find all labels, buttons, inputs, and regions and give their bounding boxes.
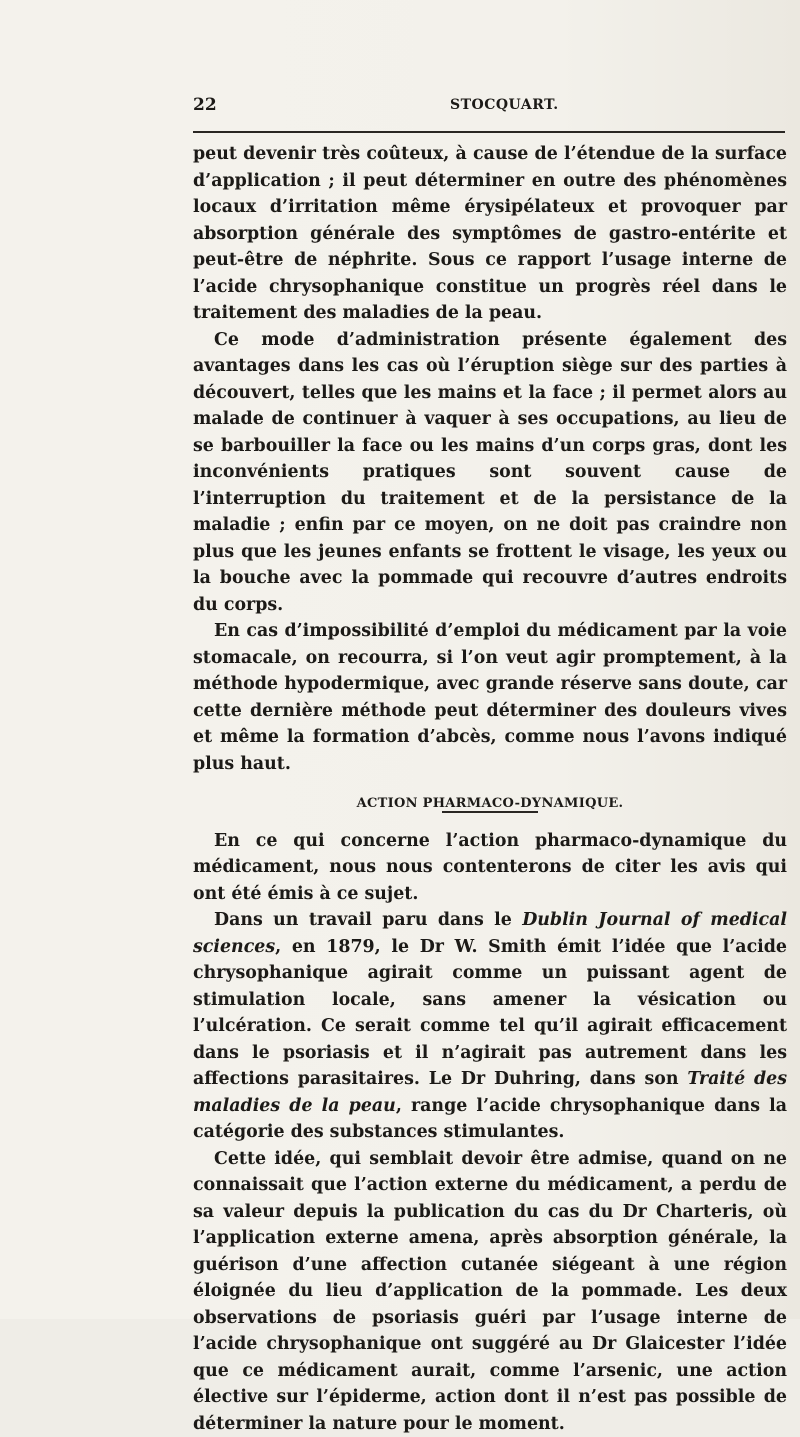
body-text bbox=[193, 141, 787, 1437]
paragraph-6: Cette idée, qui semblait devoir être admise, quand on ne connaissait que l’action externe du médicament, a perdu de sa valeur depuis la publication du cas du Dr Charteris, où l’application externe amena, après absorption générale, la guérison d’une affection cutanée siégeant à une région éloignée du lieu d’application de la pommade. Les deux observations de psoriasis guéri par l’usage interne de l’acide chrysophanique ont suggéré au Dr Glaicester l’idée que ce médicament aurait, comme l’arsenic, une action élective sur l’épiderme, action dont il n’est pas possible de déterminer la nature pour le moment. bbox=[193, 1146, 787, 1437]
paragraph-2: Ce mode d’administration présente également des avantages dans les cas où l’éruption siège sur des parties à découvert, telles que les mains et la face ; il permet alors au malade de continuer à vaquer à ses occupations, au lieu de se barbouiller la face ou les mains d’un corps gras, dont les inconvénients pratiques sont souvent cause de l’interruption du traitement et de la persistance de la maladie ; enfin par ce moyen, on ne doit pas craindre non plus que les jeunes enfants se frottent le visage, les yeux ou la bouche avec la pommade qui recouvre d’autres endroits du corps. bbox=[193, 327, 787, 619]
running-head: STOCQUART. bbox=[450, 97, 559, 113]
paragraph-3: En cas d’impossibilité d’emploi du médicament par la voie stomacale, on recourra, si l’on veut agir promptement, à la méthode hypodermique, avec grande réserve sans doute, car cette dernière méthode peut déterminer des douleurs vives et même la formation d’abcès, comme nous l’avons indiqué plus haut. bbox=[193, 618, 787, 777]
section-heading: ACTION PHARMACO-DYNAMIQUE. bbox=[193, 791, 787, 818]
end-rule bbox=[442, 811, 538, 813]
header-rule bbox=[193, 131, 785, 133]
journal-title: Dublin Journal of medical sciences bbox=[193, 910, 787, 957]
paragraph-5-part-b: , en 1879, le Dr W. Smith émit l’idée que l’acide chrysophanique agirait comme un puissant agent de stimulation locale, sans amener la vésication ou l’ulcération. Ce serait comme tel qu’il agirait efficacement dans le psoriasis et il n’agirait pas autrement dans les affections parasitaires. Le Dr Duhring, dans son bbox=[193, 937, 787, 1090]
paragraph-5-part-a: Dans un travail paru dans le bbox=[214, 910, 522, 930]
paragraph-4: En ce qui concerne l’action pharmaco-dynamique du médicament, nous nous contenterons de citer les avis qui ont été émis à ce sujet. bbox=[193, 828, 787, 908]
paragraph-5-part-c: , range l’acide chrysophanique dans la catégorie des substances stimulantes. bbox=[193, 1096, 787, 1143]
paragraph-1: peut devenir très coûteux, à cause de l’étendue de la surface d’application ; il peut déterminer en outre des phénomènes locaux d’irritation même érysipélateux et provoquer par absorption générale des symptômes de gastro-entérite et peut-être de néphrite. Sous ce rapport l’usage interne de l’acide chrysophanique constitue un progrès réel dans le traitement des maladies de la peau. bbox=[193, 141, 787, 327]
page-header bbox=[193, 95, 785, 119]
paragraph-5 bbox=[193, 907, 787, 1146]
book-title: Traité des maladies de la peau bbox=[193, 1069, 787, 1116]
page-number: 22 bbox=[193, 95, 217, 115]
